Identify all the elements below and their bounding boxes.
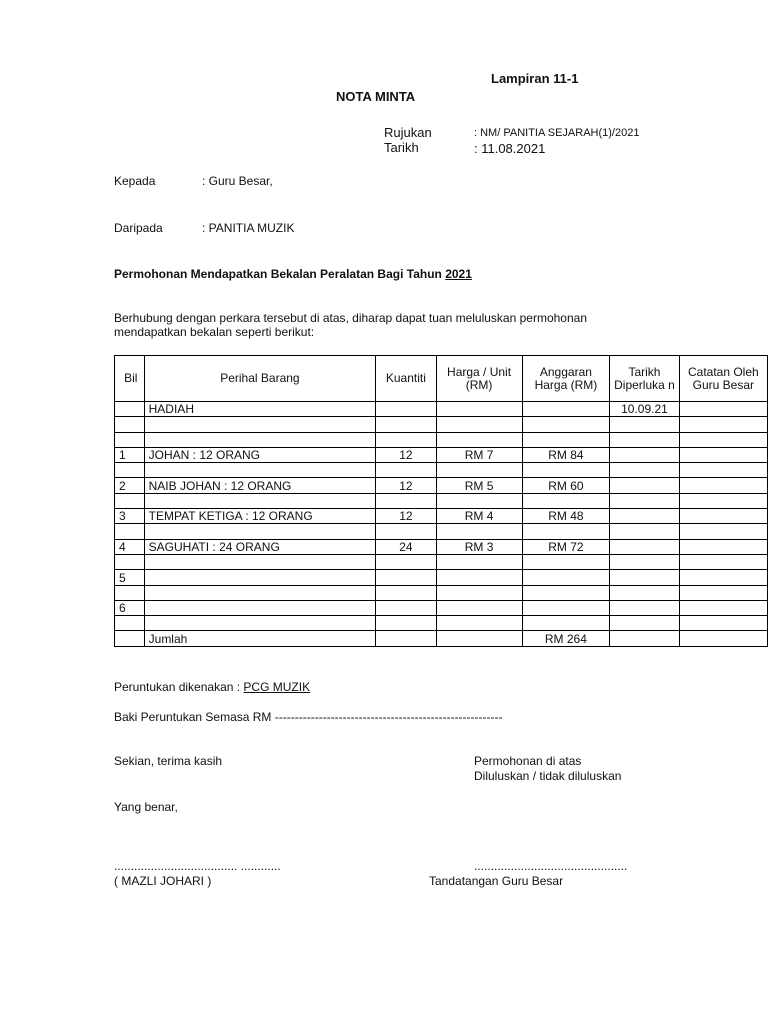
table-row [115, 417, 768, 432]
cell-catatan [679, 402, 767, 417]
cell-anggaran: RM 60 [522, 478, 610, 493]
cell-bil: 4 [115, 539, 145, 554]
cell-kuantiti [376, 631, 436, 646]
peruntukan-label: Peruntukan dikenakan : [114, 680, 244, 694]
cell-anggaran [522, 417, 610, 432]
table-row [115, 539, 768, 554]
cell-anggaran [522, 585, 610, 600]
cell-perihal: SAGUHATI : 24 ORANG [144, 539, 376, 554]
cell-tarikh [610, 616, 679, 631]
table-row [115, 463, 768, 478]
cell-kuantiti: 12 [376, 447, 436, 462]
cell-harga [436, 524, 522, 539]
guru-besar-signature-label: Tandatangan Guru Besar [429, 874, 564, 888]
cell-tarikh [610, 417, 679, 432]
cell-bil: 5 [115, 570, 145, 585]
cell-tarikh [610, 585, 679, 600]
cell-anggaran [522, 600, 610, 615]
cell-kuantiti: 12 [376, 509, 436, 524]
cell-tarikh [610, 539, 679, 554]
cell-harga [436, 616, 522, 631]
cell-perihal: NAIB JOHAN : 12 ORANG [144, 478, 376, 493]
header-kuantiti: Kuantiti [376, 356, 436, 402]
signature-dots-left: ..................................... ............ [114, 859, 281, 873]
kepada-value: : Guru Besar, [202, 174, 273, 188]
table-row [115, 570, 768, 585]
cell-perihal [144, 417, 376, 432]
cell-catatan [679, 616, 767, 631]
approval-line-1: Permohonan di atas [474, 754, 582, 768]
sekian-text: Sekian, terima kasih [114, 754, 223, 768]
cell-catatan [679, 463, 767, 478]
cell-perihal [144, 432, 376, 447]
cell-tarikh [610, 524, 679, 539]
cell-catatan [679, 539, 767, 554]
subject-year: 2021 [445, 267, 472, 281]
cell-tarikh: 10.09.21 [610, 402, 679, 417]
cell-bil: 1 [115, 447, 145, 462]
cell-catatan [679, 585, 767, 600]
cell-catatan [679, 524, 767, 539]
daripada-value: : PANITIA MUZIK [202, 221, 295, 235]
rujukan-label: Rujukan [384, 125, 432, 140]
cell-bil [115, 493, 145, 508]
cell-tarikh [610, 600, 679, 615]
cell-tarikh [610, 554, 679, 569]
table-row [115, 493, 768, 508]
cell-bil: 3 [115, 509, 145, 524]
cell-harga [436, 554, 522, 569]
cell-bil [115, 554, 145, 569]
cell-catatan [679, 509, 767, 524]
header-harga: Harga / Unit (RM) [436, 356, 522, 402]
cell-perihal: HADIAH [144, 402, 376, 417]
cell-kuantiti [376, 463, 436, 478]
cell-tarikh [610, 463, 679, 478]
header-bil: Bil [115, 356, 145, 402]
cell-harga [436, 402, 522, 417]
cell-bil [115, 631, 145, 646]
header-perihal: Perihal Barang [144, 356, 376, 402]
cell-tarikh [610, 478, 679, 493]
table-row [115, 509, 768, 524]
yang-benar-text: Yang benar, [114, 800, 178, 814]
cell-kuantiti: 12 [376, 478, 436, 493]
cell-anggaran: RM 48 [522, 509, 610, 524]
cell-catatan [679, 554, 767, 569]
cell-kuantiti [376, 524, 436, 539]
cell-anggaran [522, 432, 610, 447]
cell-harga [436, 631, 522, 646]
cell-tarikh [610, 570, 679, 585]
cell-tarikh [610, 509, 679, 524]
cell-bil [115, 417, 145, 432]
cell-perihal [144, 585, 376, 600]
table-body [115, 402, 768, 647]
cell-harga [436, 463, 522, 478]
cell-catatan [679, 478, 767, 493]
cell-tarikh [610, 447, 679, 462]
cell-anggaran [522, 402, 610, 417]
table-row [115, 554, 768, 569]
cell-bil: 6 [115, 600, 145, 615]
rujukan-value: : NM/ PANITIA SEJARAH(1)/2021 [474, 127, 640, 139]
cell-kuantiti [376, 585, 436, 600]
intro-line-2: mendapatkan bekalan seperti berikut: [114, 325, 315, 339]
cell-catatan [679, 447, 767, 462]
cell-kuantiti [376, 554, 436, 569]
peruntukan-line [114, 680, 310, 694]
cell-perihal: JOHAN : 12 ORANG [144, 447, 376, 462]
cell-perihal [144, 616, 376, 631]
cell-perihal [144, 493, 376, 508]
cell-tarikh [610, 493, 679, 508]
cell-anggaran [522, 616, 610, 631]
table-row [115, 447, 768, 462]
cell-harga [436, 600, 522, 615]
page-title: NOTA MINTA [336, 89, 416, 104]
cell-bil [115, 432, 145, 447]
header-tarikh: Tarikh Diperluka n [610, 356, 679, 402]
cell-harga [436, 493, 522, 508]
cell-harga: RM 3 [436, 539, 522, 554]
approval-line-2: Diluluskan / tidak diluluskan [474, 769, 622, 783]
cell-bil [115, 616, 145, 631]
cell-tarikh [610, 432, 679, 447]
cell-perihal: TEMPAT KETIGA : 12 ORANG [144, 509, 376, 524]
intro-line-1: Berhubung dengan perkara tersebut di atas, diharap dapat tuan meluluskan permohonan [114, 311, 587, 325]
kepada-label: Kepada [114, 174, 156, 188]
table-row [115, 432, 768, 447]
cell-catatan [679, 417, 767, 432]
cell-anggaran: RM 72 [522, 539, 610, 554]
cell-catatan [679, 631, 767, 646]
signer-name: ( MAZLI JOHARI ) [114, 874, 212, 888]
cell-anggaran [522, 570, 610, 585]
cell-harga [436, 417, 522, 432]
cell-anggaran [522, 554, 610, 569]
subject-line [114, 267, 472, 281]
cell-catatan [679, 493, 767, 508]
cell-perihal [144, 600, 376, 615]
header-catatan: Catatan Oleh Guru Besar [679, 356, 767, 402]
cell-perihal [144, 554, 376, 569]
cell-anggaran: RM 264 [522, 631, 610, 646]
cell-anggaran [522, 493, 610, 508]
cell-bil [115, 524, 145, 539]
table-row [115, 585, 768, 600]
table-row [115, 616, 768, 631]
subject-text: Permohonan Mendapatkan Bekalan Peralatan Bagi Tahun [114, 267, 446, 281]
baki-line: Baki Peruntukan Semasa RM --------------------------------------------------------- [114, 710, 503, 724]
cell-harga [436, 570, 522, 585]
cell-kuantiti [376, 493, 436, 508]
cell-kuantiti [376, 570, 436, 585]
cell-kuantiti: 24 [376, 539, 436, 554]
table-header-row [115, 356, 768, 402]
cell-harga [436, 585, 522, 600]
cell-perihal [144, 524, 376, 539]
cell-anggaran [522, 463, 610, 478]
cell-bil [115, 402, 145, 417]
table-row [115, 631, 768, 646]
cell-kuantiti [376, 402, 436, 417]
cell-perihal [144, 570, 376, 585]
cell-catatan [679, 570, 767, 585]
cell-bil [115, 585, 145, 600]
peruntukan-value: PCG MUZIK [243, 680, 311, 694]
cell-anggaran [522, 524, 610, 539]
cell-anggaran: RM 84 [522, 447, 610, 462]
cell-harga: RM 4 [436, 509, 522, 524]
cell-harga: RM 7 [436, 447, 522, 462]
tarikh-value: : 11.08.2021 [474, 141, 546, 156]
cell-kuantiti [376, 616, 436, 631]
table-row [115, 600, 768, 615]
cell-harga [436, 432, 522, 447]
table-row [115, 402, 768, 417]
lampiran-label: Lampiran 11-1 [491, 71, 579, 86]
cell-kuantiti [376, 600, 436, 615]
cell-perihal [144, 463, 376, 478]
cell-kuantiti [376, 417, 436, 432]
tarikh-label: Tarikh [384, 140, 419, 155]
table-row [115, 524, 768, 539]
cell-bil [115, 463, 145, 478]
table-row [115, 478, 768, 493]
cell-perihal: Jumlah [144, 631, 376, 646]
cell-bil: 2 [115, 478, 145, 493]
cell-harga: RM 5 [436, 478, 522, 493]
daripada-label: Daripada [114, 221, 163, 235]
cell-kuantiti [376, 432, 436, 447]
items-table [114, 355, 768, 647]
header-anggaran: Anggaran Harga (RM) [522, 356, 610, 402]
cell-catatan [679, 432, 767, 447]
signature-dots-right: .............................................. [474, 859, 628, 873]
cell-catatan [679, 600, 767, 615]
cell-tarikh [610, 631, 679, 646]
